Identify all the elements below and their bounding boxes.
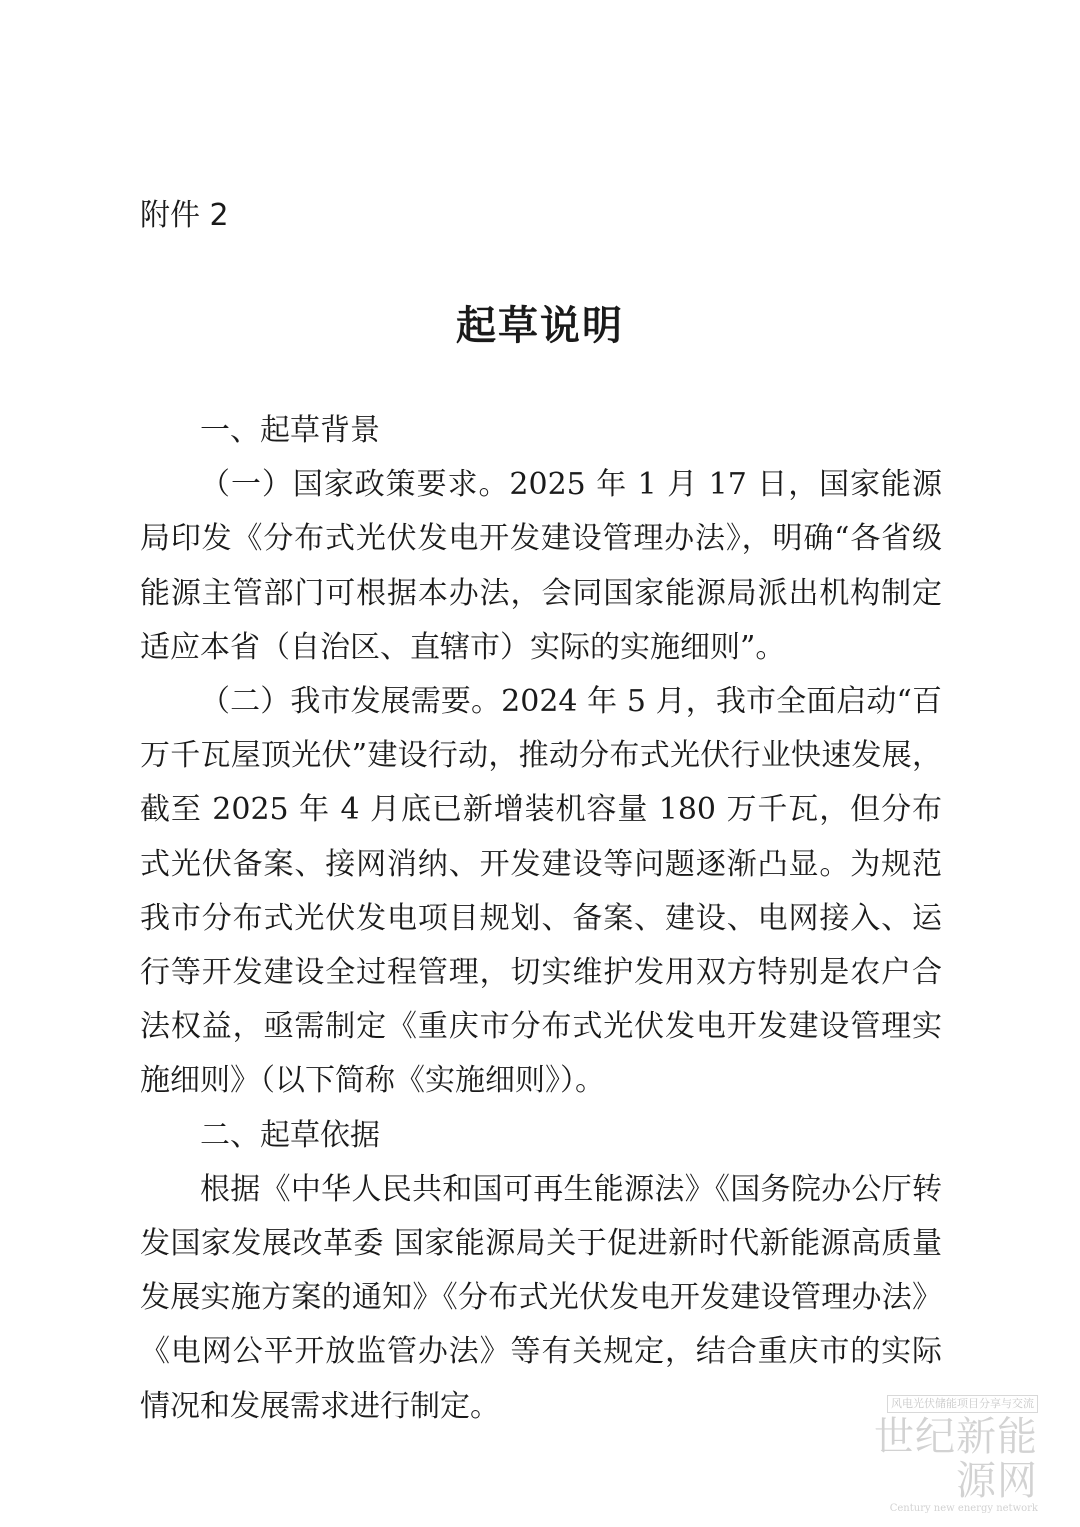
watermark-subtitle: Century new energy network <box>889 1503 1038 1514</box>
paragraph-lead: （二）我市发展需要。 <box>200 684 502 720</box>
paragraph-text: 2025 年 1 月 17 日，国家能源局印发《分布式光伏发电开发建设管理办法》，明确“各省级能源主管部门可根据本办法，会同国家能源局派出机构制定适应本省（自治区、直辖市）实际的实施细则”。 <box>140 467 943 665</box>
watermark <box>842 1392 1038 1515</box>
watermark-caption: 风电光伏储能项目分享与交流 <box>887 1395 1038 1413</box>
paragraph-text: 2024 年 5 月，我市全面启动“百万千瓦屋顶光伏”建设行动，推动分布式光伏行业快速发展，截至 2025 年 4 月底已新增装机容量 180 万千瓦，但分布式光伏备案、接网消纳、开发建设等问题逐渐凸显。为规范我市分布式光伏发电项目规划、备案、建设、电网接入、运行等开发建设全过程管理，切实维护发用双方特别是农户合法权益，亟需制定《重庆市分布式光伏发电开发建设管理实施细则》（以下简称《实施细则》）。 <box>140 684 942 1099</box>
attachment-label: 附件 2 <box>140 198 229 233</box>
section-heading-basis: 二、起草依据 <box>200 1117 380 1153</box>
document-title: 起草说明 <box>456 303 624 349</box>
paragraph-basis <box>140 1163 942 1434</box>
paragraph-national-policy <box>140 458 942 675</box>
paragraph-text: 根据《中华人民共和国可再生能源法》《国务院办公厅转发国家发展改革委 国家能源局关于促进新时代新能源高质量发展实施方案的通知》《分布式光伏发电开发建设管理办法》《电网公平开放监管办法》等有关规定，结合重庆市的实际情况和发展需求进行制定。 <box>140 1171 942 1424</box>
section-heading-background: 一、起草背景 <box>200 413 380 448</box>
document-body <box>140 404 942 1434</box>
paragraph-lead: （一）国家政策要求。 <box>200 467 510 503</box>
paragraph-city-development <box>140 675 942 1109</box>
watermark-logo: 世纪新能源网 <box>874 1414 1038 1504</box>
